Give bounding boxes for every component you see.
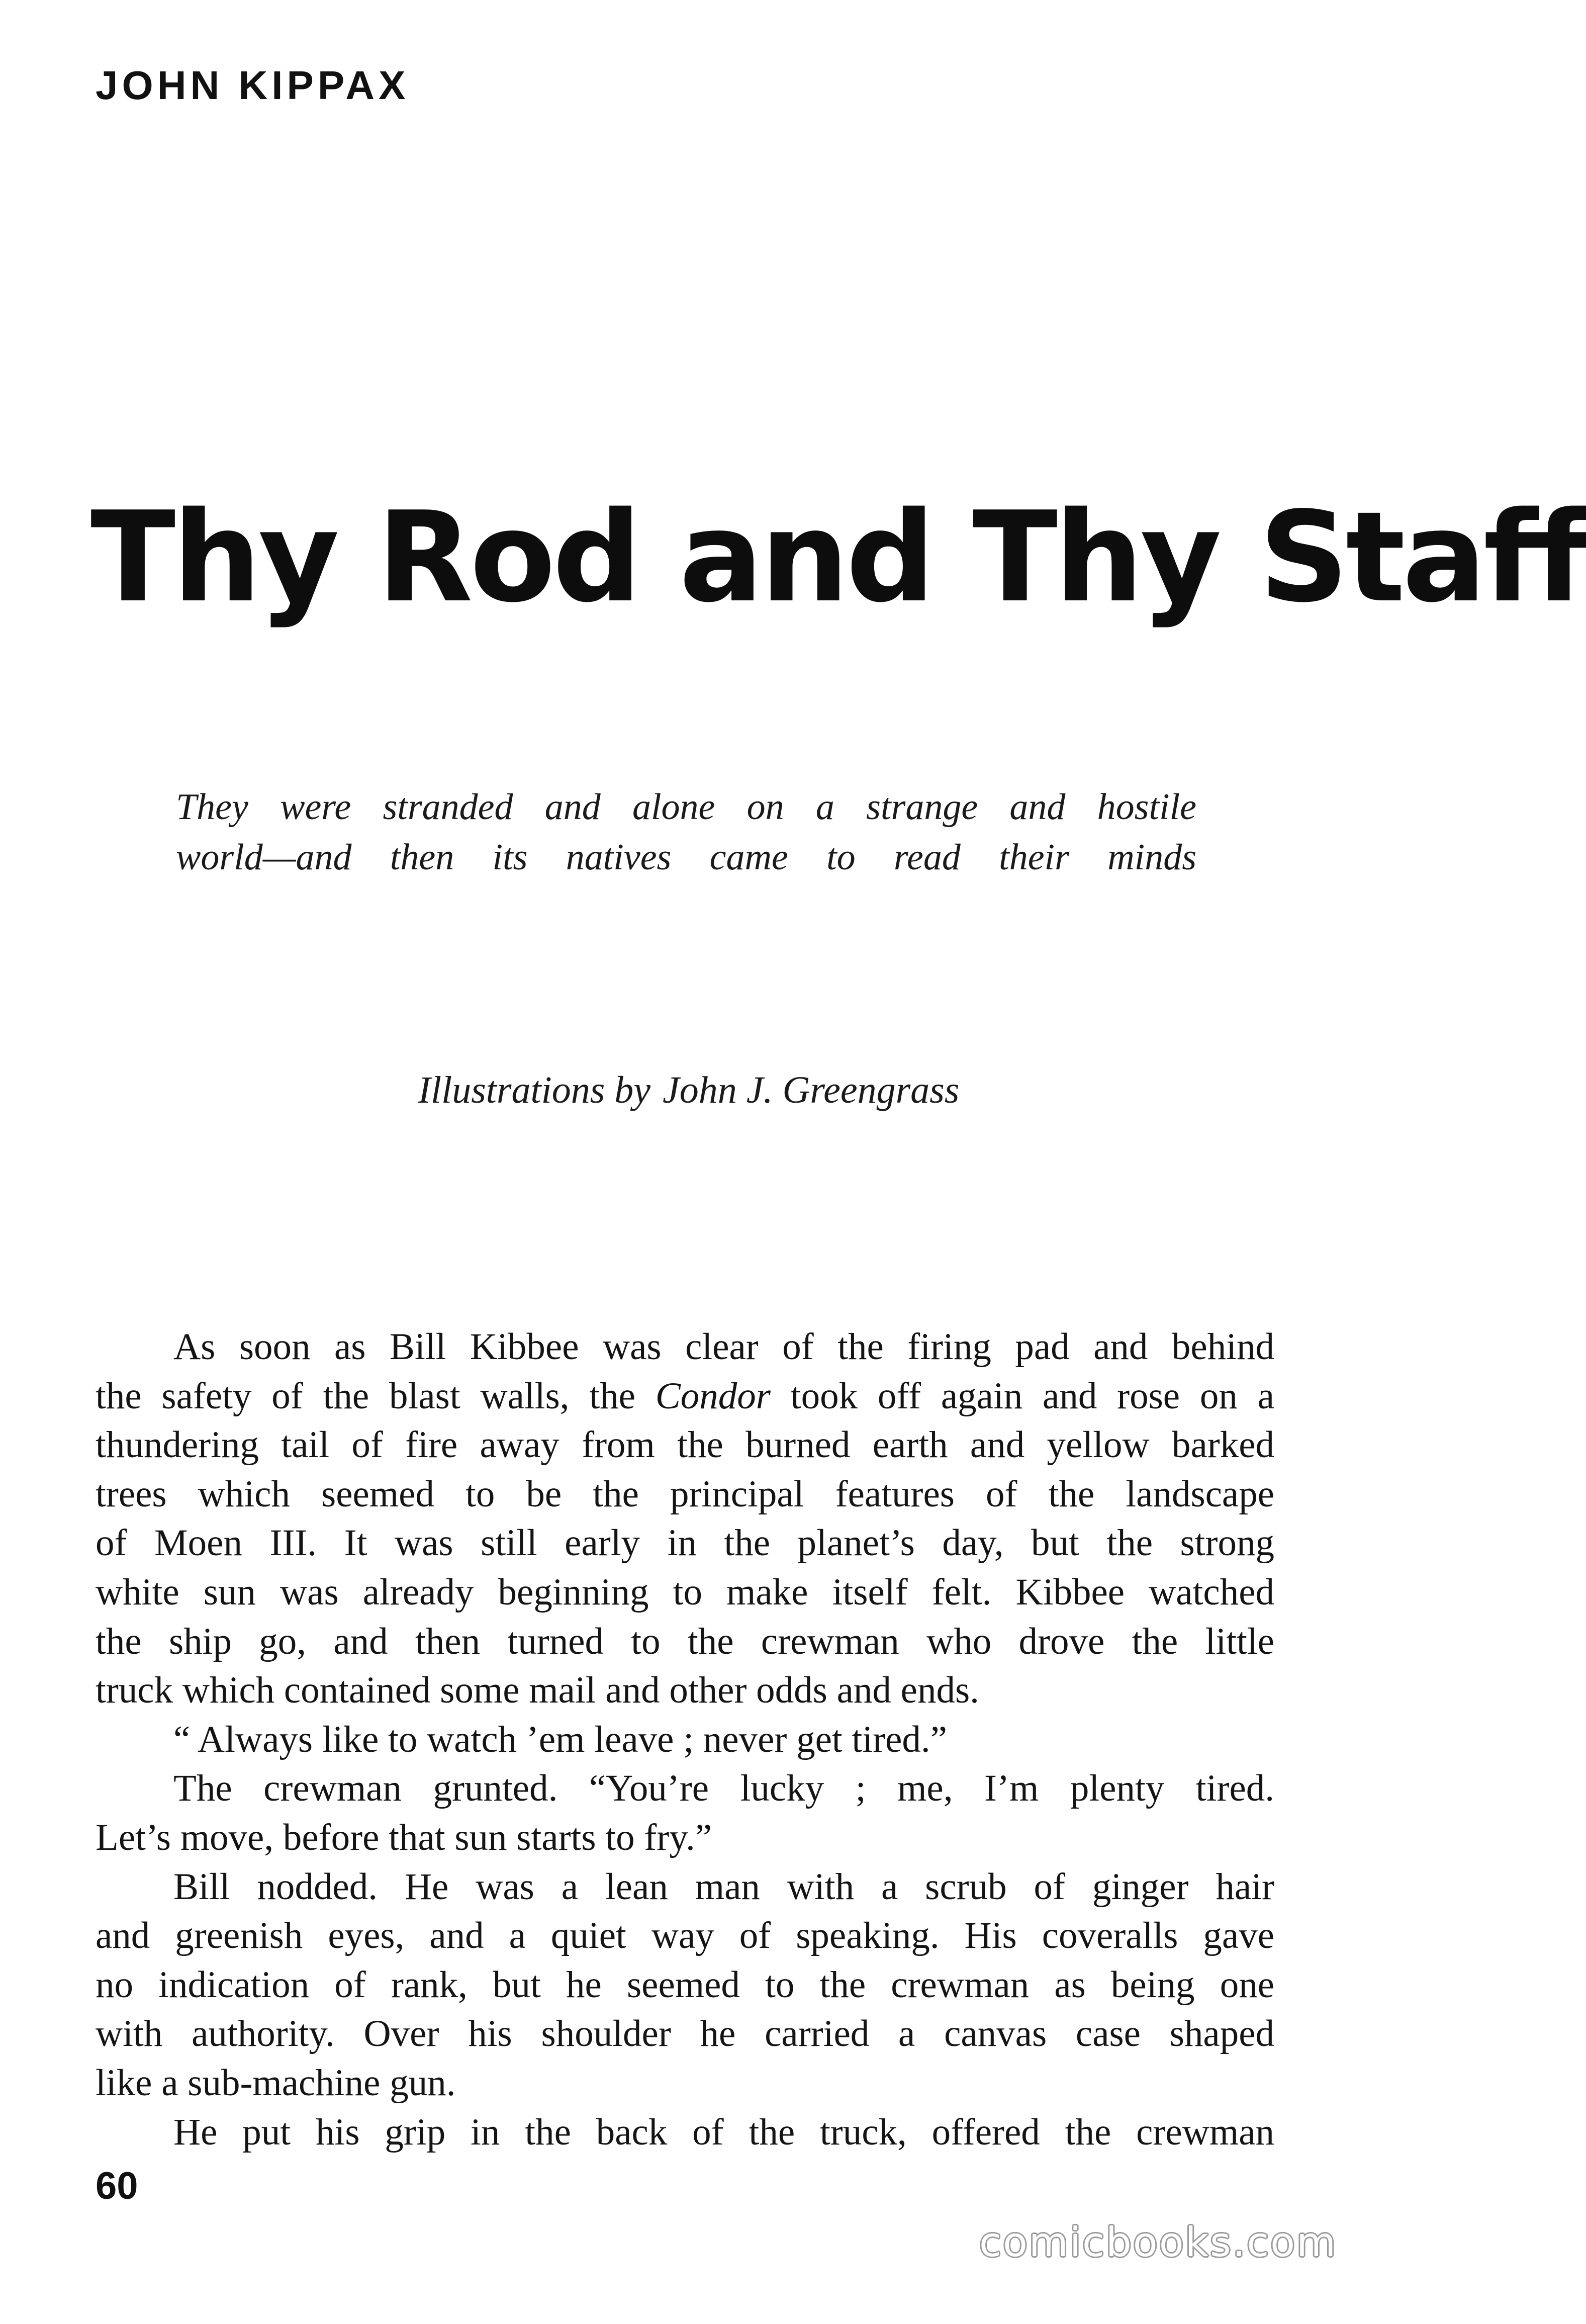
body-line: and greenish eyes, and a quiet way of speaking. His coveralls gave <box>96 1915 1274 1957</box>
body-line: the ship go, and then turned to the crewman who drove the little <box>96 1620 1274 1662</box>
body-line: no indication of rank, but he seemed to the crewman as being one <box>96 1963 1274 2006</box>
body-line: of Moen III. It was still early in the planet’s day, but the strong <box>96 1522 1274 1564</box>
body-line: trees which seemed to be the principal features of the landscape <box>96 1473 1274 1515</box>
body-line: Let’s move, before that sun starts to fry.” <box>96 1816 712 1858</box>
illustration-credit <box>0 1071 1377 1109</box>
story-title: Thy Rod and Thy Staff <box>90 485 1586 630</box>
subtitle-line: They were stranded and alone on a strange and hostile <box>176 786 1196 828</box>
body-line: with authority. Over his shoulder he carried a canvas case shaped <box>96 2013 1274 2055</box>
subtitle-line: world—and then its natives came to read their minds <box>176 837 1196 878</box>
ship-name: Condor <box>655 1375 771 1417</box>
body-line: white sun was already beginning to make itself felt. Kibbee watched <box>96 1571 1274 1613</box>
body-line <box>96 1372 1274 1421</box>
author-name: JOHN KIPPAX <box>96 63 410 108</box>
body-line: As soon as Bill Kibbee was clear of the firing pad and behind <box>173 1326 1274 1368</box>
page-number: 60 <box>96 2165 138 2207</box>
body-line: “ Always like to watch ’em leave ; never get tired.” <box>173 1718 947 1760</box>
illustrator-name: John J. Greengrass <box>663 1069 960 1111</box>
illustration-credit-prefix: Illustrations by <box>418 1069 651 1111</box>
story-subtitle <box>176 782 1196 882</box>
body-line: He put his grip in the back of the truck, offered the crewman <box>173 2111 1274 2153</box>
body-line: like a sub-machine gun. <box>96 2062 456 2104</box>
body-line: truck which contained some mail and other odds and ends. <box>96 1669 979 1712</box>
body-line: Bill nodded. He was a lean man with a scrub of ginger hair <box>173 1865 1274 1908</box>
body-line: thundering tail of fire away from the burned earth and yellow barked <box>96 1424 1274 1466</box>
body-line-segment: took off again and rose on a <box>770 1375 1274 1417</box>
watermark: comicbooks.com <box>979 2219 1337 2266</box>
story-body <box>96 1322 1274 2157</box>
body-line-segment: the safety of the blast walls, the <box>96 1375 656 1417</box>
body-line: The crewman grunted. “You’re lucky ; me, I’m plenty tired. <box>173 1767 1274 1810</box>
